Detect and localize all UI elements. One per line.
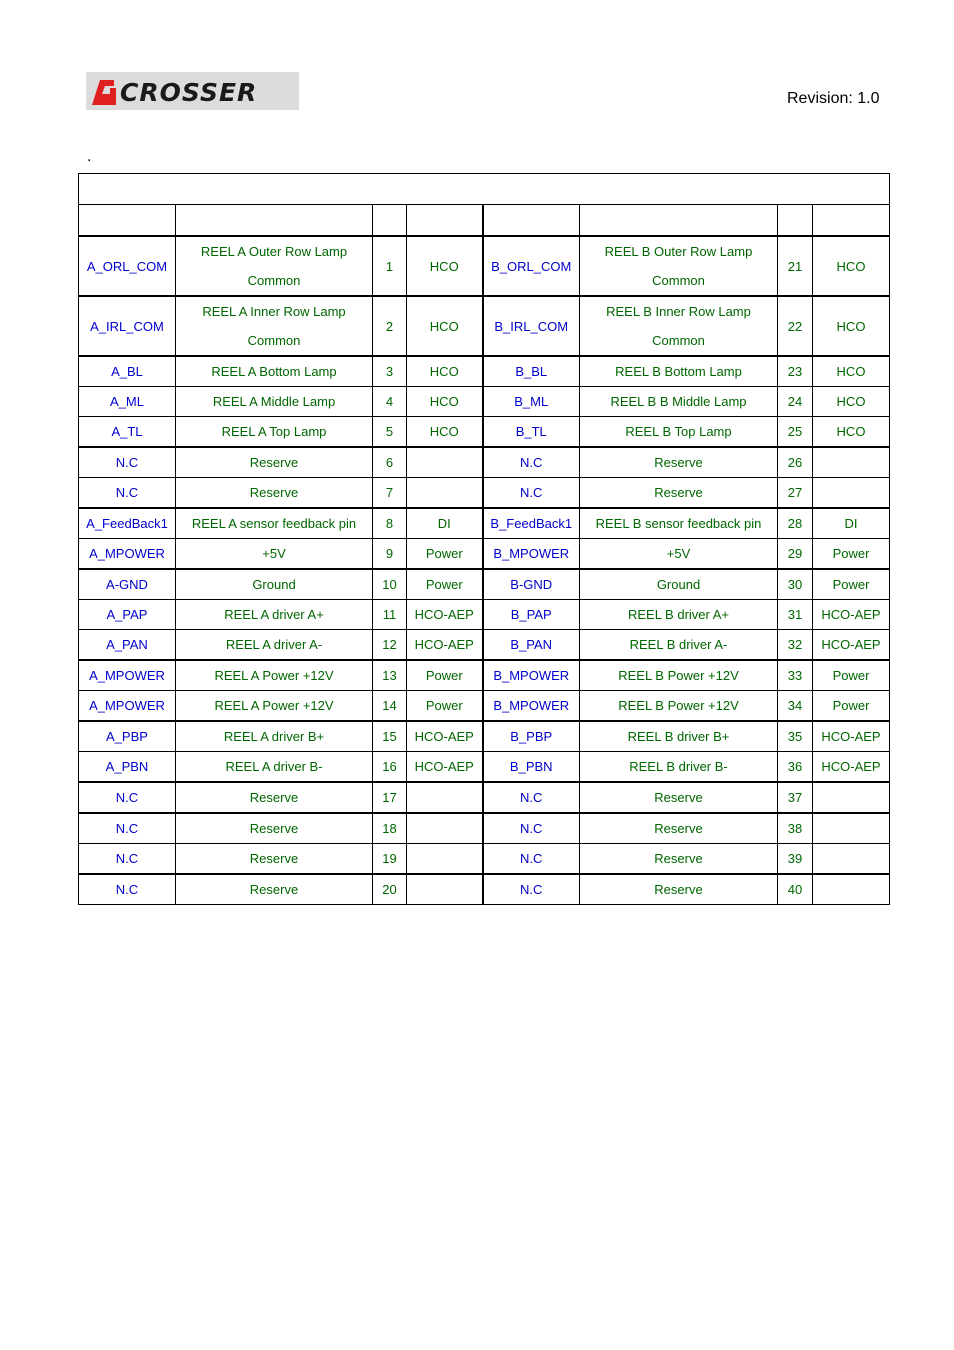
description-cell: Reserve bbox=[580, 844, 778, 875]
pin-type-cell: Power bbox=[407, 660, 483, 691]
table-row bbox=[79, 387, 890, 417]
pin-type-cell: HCO bbox=[407, 387, 483, 417]
description-cell: REEL A Power +12V bbox=[176, 660, 373, 691]
signal-name-cell: A_PBN bbox=[79, 752, 176, 783]
signal-name-cell: B-GND bbox=[483, 569, 580, 600]
pin-number-cell: 15 bbox=[373, 721, 407, 752]
pin-number-cell: 19 bbox=[373, 844, 407, 875]
pin-type-cell: Power bbox=[813, 660, 890, 691]
signal-name-cell: A_PAP bbox=[79, 600, 176, 630]
table-row bbox=[79, 539, 890, 570]
pin-type-cell: HCO-AEP bbox=[407, 600, 483, 630]
table-row bbox=[79, 752, 890, 783]
table-title-cell bbox=[79, 174, 890, 205]
signal-name-cell: N.C bbox=[483, 478, 580, 509]
table-row bbox=[79, 236, 890, 296]
pin-type-cell: HCO-AEP bbox=[407, 752, 483, 783]
signal-name-cell: B_MPOWER bbox=[483, 691, 580, 722]
pin-number-cell: 13 bbox=[373, 660, 407, 691]
pin-type-cell: HCO bbox=[407, 417, 483, 448]
table-row bbox=[79, 691, 890, 722]
pin-type-cell: Power bbox=[407, 539, 483, 570]
description-cell: REEL A Power +12V bbox=[176, 691, 373, 722]
signal-name-cell: B_TL bbox=[483, 417, 580, 448]
table-row bbox=[79, 721, 890, 752]
description-cell: Ground bbox=[580, 569, 778, 600]
signal-name-cell: N.C bbox=[79, 874, 176, 905]
signal-name-cell: A_MPOWER bbox=[79, 539, 176, 570]
table-row bbox=[79, 417, 890, 448]
pin-number-cell: 27 bbox=[778, 478, 813, 509]
signal-name-cell: B_MPOWER bbox=[483, 539, 580, 570]
pin-number-cell: 11 bbox=[373, 600, 407, 630]
pin-type-cell bbox=[813, 844, 890, 875]
description-cell: REEL A Outer Row Lamp Common bbox=[176, 236, 373, 296]
signal-name-cell: N.C bbox=[483, 844, 580, 875]
pin-type-cell bbox=[813, 874, 890, 905]
description-cell: REEL B Top Lamp bbox=[580, 417, 778, 448]
pin-number-cell: 34 bbox=[778, 691, 813, 722]
pin-number-cell: 37 bbox=[778, 782, 813, 813]
pin-number-cell: 30 bbox=[778, 569, 813, 600]
pin-type-cell: Power bbox=[407, 691, 483, 722]
description-cell: REEL A driver B- bbox=[176, 752, 373, 783]
description-cell: REEL A driver A+ bbox=[176, 600, 373, 630]
signal-name-cell: B_ORL_COM bbox=[483, 236, 580, 296]
pin-type-cell bbox=[813, 447, 890, 478]
pin-type-cell: Power bbox=[813, 539, 890, 570]
table-row bbox=[79, 844, 890, 875]
table-title-row bbox=[79, 174, 890, 205]
header-cell bbox=[373, 205, 407, 237]
pin-number-cell: 25 bbox=[778, 417, 813, 448]
header-cell bbox=[778, 205, 813, 237]
table-row bbox=[79, 874, 890, 905]
pin-number-cell: 24 bbox=[778, 387, 813, 417]
description-cell: Reserve bbox=[580, 874, 778, 905]
signal-name-cell: B_ML bbox=[483, 387, 580, 417]
description-cell: Reserve bbox=[176, 782, 373, 813]
logo-wordmark: CROSSER bbox=[120, 78, 258, 107]
description-cell: REEL B driver B+ bbox=[580, 721, 778, 752]
pin-number-cell: 20 bbox=[373, 874, 407, 905]
description-cell: REEL B Bottom Lamp bbox=[580, 356, 778, 387]
logo-graphic bbox=[86, 72, 299, 110]
pin-number-cell: 10 bbox=[373, 569, 407, 600]
pin-number-cell: 5 bbox=[373, 417, 407, 448]
pin-number-cell: 17 bbox=[373, 782, 407, 813]
pin-type-cell bbox=[813, 782, 890, 813]
table-row bbox=[79, 508, 890, 539]
description-cell: Ground bbox=[176, 569, 373, 600]
description-cell: REEL B sensor feedback pin bbox=[580, 508, 778, 539]
signal-name-cell: N.C bbox=[79, 813, 176, 844]
description-cell: Reserve bbox=[176, 447, 373, 478]
pin-number-cell: 14 bbox=[373, 691, 407, 722]
pin-number-cell: 23 bbox=[778, 356, 813, 387]
pin-number-cell: 29 bbox=[778, 539, 813, 570]
description-cell: Reserve bbox=[176, 478, 373, 509]
pin-type-cell bbox=[813, 813, 890, 844]
table-row bbox=[79, 660, 890, 691]
description-cell: REEL A Middle Lamp bbox=[176, 387, 373, 417]
table-row bbox=[79, 630, 890, 661]
table-row bbox=[79, 600, 890, 630]
pin-number-cell: 18 bbox=[373, 813, 407, 844]
pin-type-cell: HCO bbox=[407, 236, 483, 296]
pin-number-cell: 38 bbox=[778, 813, 813, 844]
pin-type-cell: HCO-AEP bbox=[407, 630, 483, 661]
signal-name-cell: B_IRL_COM bbox=[483, 296, 580, 356]
pin-number-cell: 4 bbox=[373, 387, 407, 417]
description-cell: Reserve bbox=[176, 813, 373, 844]
description-cell: REEL B Outer Row Lamp Common bbox=[580, 236, 778, 296]
signal-name-cell: A_TL bbox=[79, 417, 176, 448]
pin-type-cell: HCO-AEP bbox=[813, 600, 890, 630]
pin-number-cell: 31 bbox=[778, 600, 813, 630]
pin-number-cell: 33 bbox=[778, 660, 813, 691]
table-row bbox=[79, 569, 890, 600]
pin-number-cell: 32 bbox=[778, 630, 813, 661]
pin-number-cell: 36 bbox=[778, 752, 813, 783]
pin-type-cell: HCO-AEP bbox=[813, 752, 890, 783]
pin-number-cell: 40 bbox=[778, 874, 813, 905]
table-row bbox=[79, 447, 890, 478]
table-row bbox=[79, 478, 890, 509]
pin-type-cell: HCO-AEP bbox=[407, 721, 483, 752]
pin-type-cell: HCO-AEP bbox=[813, 630, 890, 661]
pin-number-cell: 21 bbox=[778, 236, 813, 296]
pin-number-cell: 2 bbox=[373, 296, 407, 356]
description-cell: REEL B Inner Row Lamp Common bbox=[580, 296, 778, 356]
signal-name-cell: A-GND bbox=[79, 569, 176, 600]
pin-number-cell: 28 bbox=[778, 508, 813, 539]
signal-name-cell: B_PAP bbox=[483, 600, 580, 630]
signal-name-cell: A_BL bbox=[79, 356, 176, 387]
pin-number-cell: 22 bbox=[778, 296, 813, 356]
signal-name-cell: A_ML bbox=[79, 387, 176, 417]
signal-name-cell: B_PBN bbox=[483, 752, 580, 783]
header-cell bbox=[407, 205, 483, 237]
pin-number-cell: 6 bbox=[373, 447, 407, 478]
table-row bbox=[79, 813, 890, 844]
signal-name-cell: N.C bbox=[79, 844, 176, 875]
description-cell: REEL B Power +12V bbox=[580, 660, 778, 691]
pin-number-cell: 7 bbox=[373, 478, 407, 509]
pin-number-cell: 35 bbox=[778, 721, 813, 752]
pin-type-cell: DI bbox=[407, 508, 483, 539]
signal-name-cell: A_IRL_COM bbox=[79, 296, 176, 356]
pin-type-cell bbox=[813, 478, 890, 509]
signal-name-cell: A_MPOWER bbox=[79, 691, 176, 722]
description-cell: REEL B driver B- bbox=[580, 752, 778, 783]
pin-type-cell: HCO bbox=[813, 417, 890, 448]
signal-name-cell: A_PBP bbox=[79, 721, 176, 752]
header-cell bbox=[813, 205, 890, 237]
pin-type-cell: HCO-AEP bbox=[813, 721, 890, 752]
signal-name-cell: B_PBP bbox=[483, 721, 580, 752]
signal-name-cell: B_PAN bbox=[483, 630, 580, 661]
description-cell: Reserve bbox=[580, 813, 778, 844]
pin-number-cell: 3 bbox=[373, 356, 407, 387]
pin-type-cell bbox=[407, 782, 483, 813]
pin-type-cell bbox=[407, 447, 483, 478]
table-header-row bbox=[79, 205, 890, 237]
signal-name-cell: N.C bbox=[79, 447, 176, 478]
signal-name-cell: N.C bbox=[79, 478, 176, 509]
signal-name-cell: A_PAN bbox=[79, 630, 176, 661]
header-cell bbox=[176, 205, 373, 237]
description-cell: REEL B driver A- bbox=[580, 630, 778, 661]
pin-type-cell bbox=[407, 478, 483, 509]
description-cell: REEL A sensor feedback pin bbox=[176, 508, 373, 539]
description-cell: REEL A Top Lamp bbox=[176, 417, 373, 448]
description-cell: REEL B B Middle Lamp bbox=[580, 387, 778, 417]
revision-label: Revision: 1.0 bbox=[787, 90, 880, 107]
pin-type-cell: HCO bbox=[407, 356, 483, 387]
signal-name-cell: B_MPOWER bbox=[483, 660, 580, 691]
description-cell: REEL A driver B+ bbox=[176, 721, 373, 752]
pin-type-cell: DI bbox=[813, 508, 890, 539]
signal-name-cell: A_MPOWER bbox=[79, 660, 176, 691]
pin-number-cell: 9 bbox=[373, 539, 407, 570]
signal-name-cell: N.C bbox=[483, 813, 580, 844]
pin-type-cell bbox=[407, 844, 483, 875]
pin-type-cell: HCO bbox=[407, 296, 483, 356]
pin-type-cell: HCO bbox=[813, 387, 890, 417]
description-cell: Reserve bbox=[580, 447, 778, 478]
pin-number-cell: 8 bbox=[373, 508, 407, 539]
signal-name-cell: A_FeedBack1 bbox=[79, 508, 176, 539]
signal-name-cell: N.C bbox=[483, 447, 580, 478]
pin-number-cell: 12 bbox=[373, 630, 407, 661]
acrosser-logo bbox=[86, 72, 299, 110]
pin-type-cell: HCO bbox=[813, 296, 890, 356]
pin-type-cell: Power bbox=[813, 691, 890, 722]
pin-type-cell bbox=[407, 874, 483, 905]
description-cell: Reserve bbox=[176, 844, 373, 875]
pin-number-cell: 39 bbox=[778, 844, 813, 875]
header-cell bbox=[483, 205, 580, 237]
header-cell bbox=[79, 205, 176, 237]
table-row bbox=[79, 356, 890, 387]
description-cell: REEL B Power +12V bbox=[580, 691, 778, 722]
description-cell: Reserve bbox=[580, 478, 778, 509]
pin-number-cell: 16 bbox=[373, 752, 407, 783]
pin-type-cell: HCO bbox=[813, 356, 890, 387]
description-cell: +5V bbox=[176, 539, 373, 570]
pin-type-cell bbox=[407, 813, 483, 844]
signal-name-cell: N.C bbox=[483, 874, 580, 905]
pin-type-cell: Power bbox=[813, 569, 890, 600]
signal-name-cell: A_ORL_COM bbox=[79, 236, 176, 296]
description-cell: REEL A Inner Row Lamp Common bbox=[176, 296, 373, 356]
description-cell: REEL A Bottom Lamp bbox=[176, 356, 373, 387]
pin-assignment-table bbox=[78, 173, 890, 905]
table-row bbox=[79, 296, 890, 356]
pin-type-cell: HCO bbox=[813, 236, 890, 296]
description-cell: REEL B driver A+ bbox=[580, 600, 778, 630]
signal-name-cell: B_FeedBack1 bbox=[483, 508, 580, 539]
description-cell: Reserve bbox=[580, 782, 778, 813]
section-marker: . bbox=[87, 148, 92, 165]
description-cell: REEL A driver A- bbox=[176, 630, 373, 661]
table-row bbox=[79, 782, 890, 813]
pin-number-cell: 1 bbox=[373, 236, 407, 296]
pin-number-cell: 26 bbox=[778, 447, 813, 478]
description-cell: +5V bbox=[580, 539, 778, 570]
signal-name-cell: B_BL bbox=[483, 356, 580, 387]
signal-name-cell: N.C bbox=[483, 782, 580, 813]
header-cell bbox=[580, 205, 778, 237]
description-cell: Reserve bbox=[176, 874, 373, 905]
pin-type-cell: Power bbox=[407, 569, 483, 600]
signal-name-cell: N.C bbox=[79, 782, 176, 813]
